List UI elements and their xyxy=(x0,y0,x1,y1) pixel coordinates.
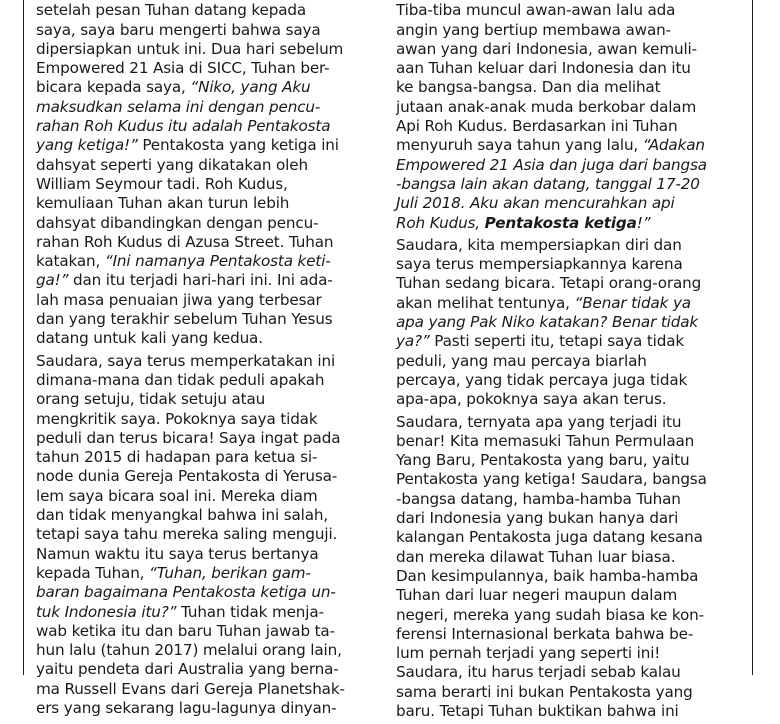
text-line: mengkritik saya. Pokoknya saya tidak xyxy=(36,409,318,428)
text-line: ke bangsa-bangsa. Dan dia melihat xyxy=(396,78,661,97)
text-line: dan mereka dilawat Tuhan luar biasa. xyxy=(396,547,676,566)
text-line: dahsyat dibandingkan dengan pencu- xyxy=(36,213,319,232)
text-line: dan tidak menyangkal bahwa ini salah, xyxy=(36,506,329,525)
quote-text: Roh Kudus, Pentakosta ketiga!” xyxy=(396,213,651,232)
text-line: Tiba-tiba muncul awan-awan lalu ada xyxy=(396,1,676,20)
text-line: tetapi saya tahu mereka saling menguji. xyxy=(36,525,338,544)
text-line: datang untuk kali yang kedua. xyxy=(36,329,263,348)
text-line: lem saya bicara soal ini. Mereka diam xyxy=(36,486,318,505)
text-line: Pentakosta yang ketiga! Saudara, bangsa xyxy=(396,470,707,489)
paragraph xyxy=(36,352,381,719)
text-line: kalangan Pentakosta juga datang kesana xyxy=(396,528,703,547)
quote-text: yang ketiga!” xyxy=(36,136,138,155)
text-line: dan yang terakhir sebelum Tuhan Yesus xyxy=(36,310,333,329)
text-line: Saudara, ternyata apa yang terjadi itu xyxy=(396,412,682,431)
quote-text: apa yang Pak Niko katakan? Benar tidak xyxy=(396,313,699,332)
text-line: ga!” dan itu terjadi hari-hari ini. Ini ada- xyxy=(36,271,333,290)
text-line: peduli dan terus bicara! Saya ingat pada xyxy=(36,428,341,447)
text-line: wab ketika itu dan baru Tuhan jawab ta- xyxy=(36,621,335,640)
text-line: tahun 2015 di hadapan para ketua si- xyxy=(36,448,318,467)
text-line: rahan Roh Kudus di Azusa Street. Tuhan xyxy=(36,232,334,251)
column-rule-left xyxy=(23,0,24,675)
text-line: node dunia Gereja Pentakosta di Yerusa- xyxy=(36,467,338,486)
quote-text: ga!” xyxy=(36,271,69,290)
text-line: aan Tuhan keluar dari Indonesia dan itu xyxy=(396,59,691,78)
quote-text: “Benar tidak ya xyxy=(574,293,691,312)
text-line: awan yang dari Indonesia, awan kemuli- xyxy=(396,39,697,58)
text-line: ferensi Internasional berkata bahwa be- xyxy=(396,624,694,643)
quote-text: Juli 2018. Aku akan mencurahkan api xyxy=(396,194,675,213)
text-line: kemuliaan Tuhan akan turun lebih xyxy=(36,194,290,213)
text-line: orang setuju, tidak setuju atau xyxy=(36,390,266,409)
quote-text: “Niko, yang Aku xyxy=(190,78,311,97)
text-line: tuk Indonesia itu?” Tuhan tidak menja- xyxy=(36,602,324,621)
text-line: Saudara, kita mempersiapkan diri dan xyxy=(396,235,682,254)
column-rule-right xyxy=(752,0,753,675)
paragraph xyxy=(36,0,381,349)
quote-text: ya?” xyxy=(396,332,430,351)
text-line: setelah pesan Tuhan datang kepada xyxy=(36,1,307,20)
text-line: benar! Kita memasuki Tahun Permulaan xyxy=(396,431,695,450)
text-line: ma Russell Evans dari Gereja Planetshak- xyxy=(36,679,345,698)
text-line: yang ketiga!” Pentakosta yang ketiga ini xyxy=(36,136,339,155)
text-line: apa-apa, pokoknya saya akan terus. xyxy=(396,390,667,409)
text-line: Empowered 21 Asia di SICC, Tuhan ber- xyxy=(36,59,330,78)
quote-text: Empowered 21 Asia dan juga dari bangsa xyxy=(396,155,707,174)
quote-text: -bangsa lain akan datang, tanggal 17-20 xyxy=(396,174,700,193)
paragraph xyxy=(396,236,748,410)
emphasis-text: Pentakosta ketiga xyxy=(484,213,637,232)
text-line: Namun waktu itu saya terus bertanya xyxy=(36,544,319,563)
text-line: kepada Tuhan, “Tuhan, berikan gam- xyxy=(36,563,311,582)
text-line: jutaan anak-anak muda berkobar dalam xyxy=(396,97,697,116)
text-line: akan melihat tentunya, “Benar tidak ya xyxy=(396,293,691,312)
text-line: Tuhan dari luar negeri maupun dalam xyxy=(396,586,678,605)
text-line: Dan kesimpulannya, baik hamba-hamba xyxy=(396,566,699,585)
text-line: ers yang sekarang lagu-lagunya dinyan- xyxy=(36,698,337,717)
text-line: Saudara, saya terus memperkatakan ini xyxy=(36,351,336,370)
text-line: Yang Baru, Pentakosta yang baru, yaitu xyxy=(396,451,690,470)
text-line: percaya, yang tidak percaya juga tidak xyxy=(396,370,688,389)
text-line: katakan, “Ini namanya Pentakosta keti- xyxy=(36,252,331,271)
text-line: lah masa penuaian jiwa yang terbesar xyxy=(36,290,322,309)
article-column-left xyxy=(36,0,381,721)
text-line: angin yang bertiup membawa awan- xyxy=(396,20,671,39)
quote-text: maksudkan selama ini dengan pencu- xyxy=(36,97,321,116)
text-line: negeri, mereka yang sudah biasa ke kon- xyxy=(396,605,704,624)
quote-text: rahan Roh Kudus itu adalah Pentakosta xyxy=(36,117,331,136)
text-line: dipersiapkan untuk ini. Dua hari sebelum xyxy=(36,39,344,58)
text-line: yaitu pendeta dari Australia yang berna- xyxy=(36,660,339,679)
quote-text: tuk Indonesia itu?” xyxy=(36,602,177,621)
text-line: dimana-mana dan tidak peduli apakah xyxy=(36,370,325,389)
text-line: dahsyat seperti yang dikatakan oleh xyxy=(36,155,308,174)
text-line: hun lalu (tahun 2017) melalui orang lain, xyxy=(36,641,342,660)
article-column-right xyxy=(396,0,748,724)
text-line: sama berarti ini bukan Pentakosta yang xyxy=(396,682,693,701)
quote-text: “Ini namanya Pentakosta keti- xyxy=(104,252,331,271)
text-line: saya terus mempersiapkannya karena xyxy=(396,255,683,274)
quote-text: “Tuhan, berikan gam- xyxy=(149,563,311,582)
paragraph xyxy=(396,0,748,233)
text-line: -bangsa datang, hamba-hamba Tuhan xyxy=(396,489,681,508)
text-line: baru. Tetapi Tuhan buktikan bahwa ini xyxy=(396,701,679,720)
text-line: menyuruh saya tahun yang lalu, “Adakan xyxy=(396,136,705,155)
text-line: saya, saya baru mengerti bahwa saya xyxy=(36,20,321,39)
text-line: dari Indonesia yang bukan hanya dari xyxy=(396,509,679,528)
text-line: peduli, yang mau percaya biarlah xyxy=(396,351,647,370)
text-line: bicara kepada saya, “Niko, yang Aku xyxy=(36,78,311,97)
text-line: Api Roh Kudus. Berdasarkan ini Tuhan xyxy=(396,117,678,136)
text-line: ya?” Pasti seperti itu, tetapi saya tidak xyxy=(396,332,685,351)
text-line: Tuhan sedang bicara. Tetapi orang-orang xyxy=(396,274,702,293)
quote-text: “Adakan xyxy=(642,136,705,155)
quote-text: baran bagaimana Pentakosta ketiga un- xyxy=(36,583,336,602)
text-line: William Seymour tadi. Roh Kudus, xyxy=(36,174,288,193)
text-line: Saudara, itu harus terjadi sebab kalau xyxy=(396,663,681,682)
text-line: lum pernah terjadi yang seperti ini! xyxy=(396,644,661,663)
